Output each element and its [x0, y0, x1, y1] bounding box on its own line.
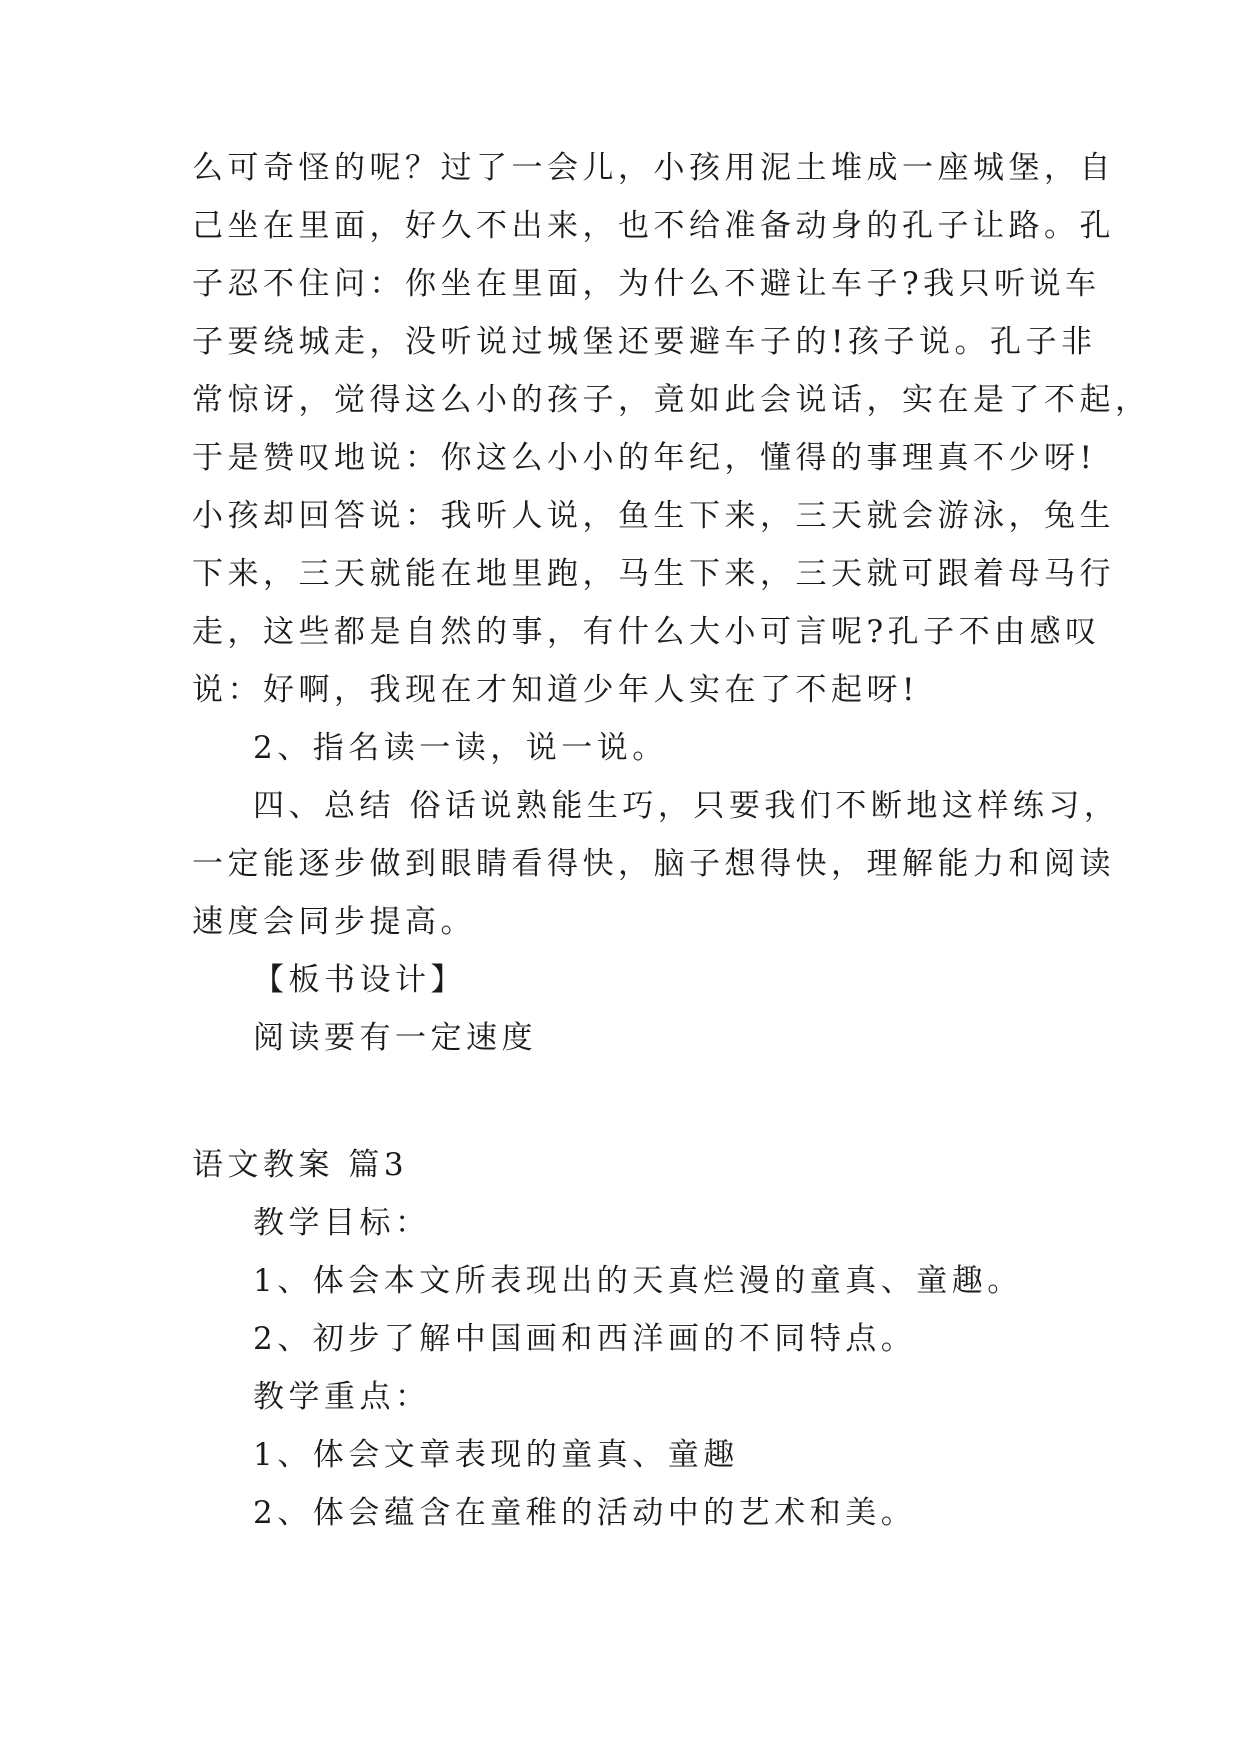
story-line: 子忍不住问：你坐在里面，为什么不避让车子?我只听说车 [192, 266, 1101, 302]
objective-item: 1、体会本文所表现出的天真烂漫的童真、童趣。 [253, 1263, 1023, 1299]
story-line: 子要绕城走，没听说过城堡还要避车子的!孩子说。孔子非 [192, 324, 1097, 360]
objective-item: 2、初步了解中国画和西洋画的不同特点。 [253, 1321, 917, 1357]
step-2-paragraph: 2、指名读一读，说一说。 [253, 730, 668, 766]
section-title: 语文教案 篇3 [192, 1147, 409, 1183]
story-line: 说：好啊，我现在才知道少年人实在了不起呀! [192, 672, 919, 708]
summary-line: 一定能逐步做到眼睛看得快，脑子想得快，理解能力和阅读 [192, 846, 1115, 882]
story-line: 小孩却回答说：我听人说，鱼生下来，三天就会游泳，兔生 [192, 498, 1115, 534]
story-line: 么可奇怪的呢？过了一会儿，小孩用泥土堆成一座城堡，自 [192, 150, 1115, 186]
summary-line: 速度会同步提高。 [192, 904, 476, 940]
key-points-heading: 教学重点： [253, 1379, 431, 1415]
story-line: 常惊讶，觉得这么小的孩子，竟如此会说话，实在是了不起， [192, 382, 1151, 418]
key-point-item: 2、体会蕴含在童稚的活动中的艺术和美。 [253, 1495, 917, 1531]
summary-line: 四、总结 俗话说熟能生巧，只要我们不断地这样练习， [253, 788, 1120, 824]
key-point-item: 1、体会文章表现的童真、童趣 [253, 1437, 739, 1473]
story-line: 走，这些都是自然的事，有什么大小可言呢?孔子不由感叹 [192, 614, 1101, 650]
board-design-text: 阅读要有一定速度 [253, 1020, 537, 1056]
story-line: 下来，三天就能在地里跑，马生下来，三天就可跟着母马行 [192, 556, 1115, 592]
story-line: 于是赞叹地说：你这么小小的年纪，懂得的事理真不少呀! [192, 440, 1097, 476]
board-design-heading: 【板书设计】 [253, 962, 466, 998]
objectives-heading: 教学目标： [253, 1205, 431, 1241]
story-line: 己坐在里面，好久不出来，也不给准备动身的孔子让路。孔 [192, 208, 1115, 244]
